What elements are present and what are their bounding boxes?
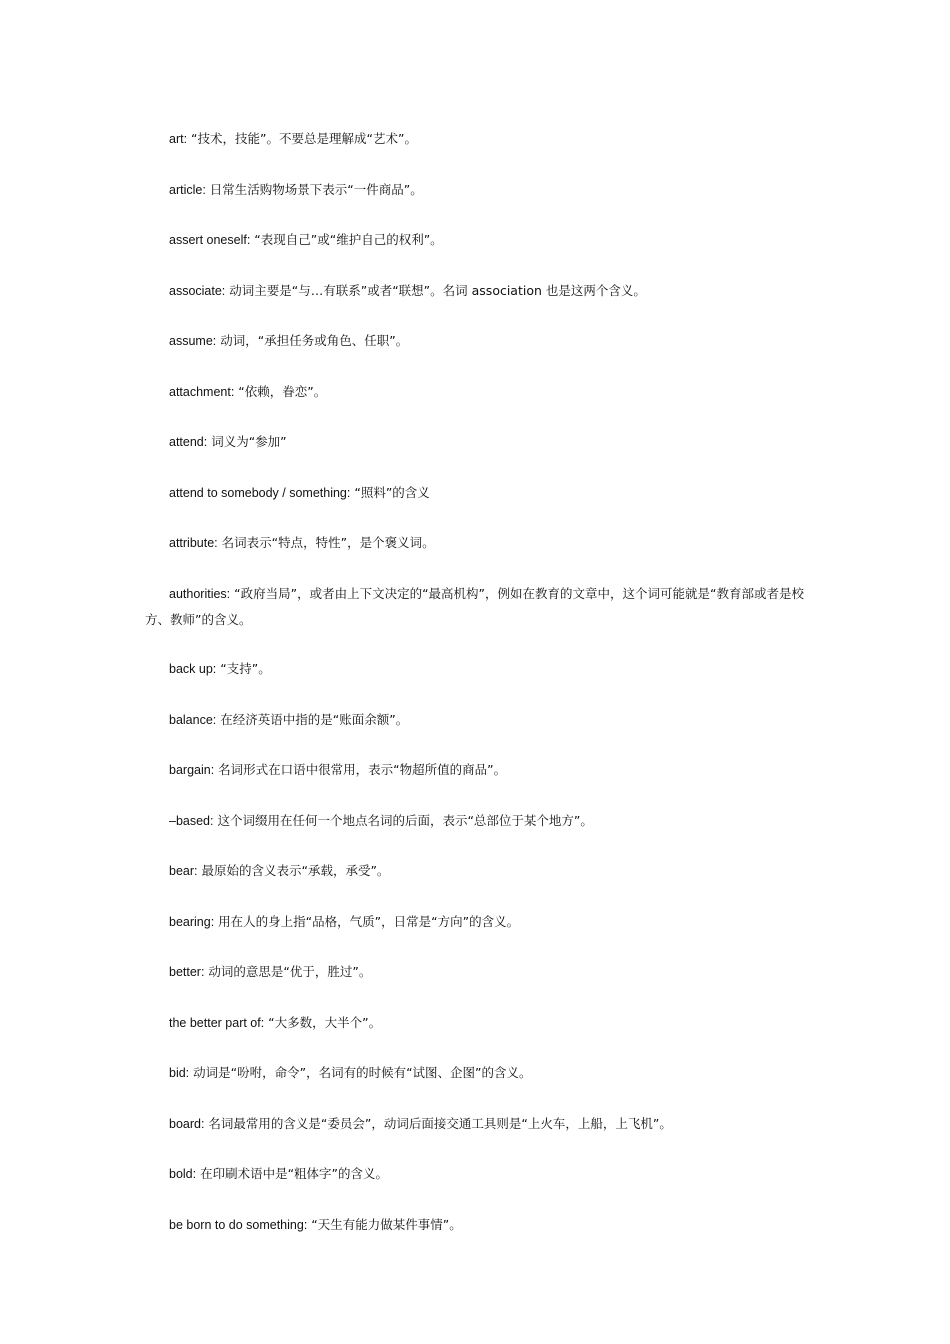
vocab-entry — [145, 959, 810, 985]
vocab-entry — [145, 227, 810, 253]
vocab-term: authorities: — [169, 586, 231, 601]
vocab-definition: 动词的意思是“优于，胜过”。 — [204, 964, 372, 979]
vocab-definition: 名词最常用的含义是“委员会”，动词后面接交通工具则是“上火车，上船，上飞机”。 — [204, 1115, 672, 1131]
vocab-term: be born to do something: — [169, 1217, 308, 1232]
vocab-entry — [145, 858, 810, 884]
vocab-term: bear: — [169, 864, 198, 878]
vocab-entry — [145, 379, 810, 405]
vocab-term: the better part of: — [169, 1015, 265, 1030]
vocab-term: assert oneself: — [169, 233, 251, 247]
vocab-entry — [145, 1212, 810, 1238]
vocab-entry — [145, 278, 810, 304]
vocab-definition: 名词形式在口语中很常用，表示“物超所值的商品”。 — [214, 762, 507, 777]
vocab-entry — [145, 757, 810, 783]
vocab-term: board: — [169, 1116, 205, 1131]
vocab-term: article: — [169, 182, 206, 197]
vocab-definition: “政府当局”，或者由上下文决定的“最高机构”，例如在教育的文章中，这个词可能就是“教育部或者是校方、教师”的含义。 — [145, 585, 805, 627]
vocab-definition: 在经济英语中指的是“账面余额”。 — [216, 711, 409, 727]
vocab-term: bid: — [169, 1066, 190, 1080]
vocab-entry — [145, 1010, 810, 1036]
vocab-term: assume: — [169, 334, 217, 348]
vocab-term: better: — [169, 965, 205, 979]
vocab-definition: “天生有能力做某件事情”。 — [307, 1216, 462, 1232]
vocab-entry — [145, 177, 810, 203]
vocabulary-list — [145, 126, 810, 1262]
vocab-definition: 名词表示“特点，特性”，是个褒义词。 — [217, 535, 435, 550]
vocab-definition: 动词，“承担任务或角色、任职”。 — [216, 333, 409, 348]
vocab-definition: “技术，技能”。不要总是理解成“艺术”。 — [187, 131, 417, 146]
vocab-definition: 最原始的含义表示“承载，承受”。 — [197, 863, 390, 878]
vocab-definition: 在印刷术语中是“粗体字”的含义。 — [196, 1166, 389, 1181]
vocab-entry — [145, 656, 810, 682]
vocab-definition: 用在人的身上指“品格，气质”，日常是“方向”的含义。 — [214, 913, 520, 929]
vocab-definition: “照料”的含义 — [350, 484, 430, 500]
vocab-definition: “支持”。 — [216, 661, 271, 676]
vocab-entry — [145, 581, 810, 632]
vocab-term: back up: — [169, 662, 217, 676]
vocab-entry — [145, 808, 810, 834]
vocab-term: –based: — [169, 813, 214, 828]
vocab-entry — [145, 1060, 810, 1086]
vocab-term: associate: — [169, 283, 226, 298]
vocab-term: bold: — [169, 1167, 197, 1181]
vocab-definition: “大多数，大半个”。 — [264, 1014, 382, 1030]
vocab-definition: 词义为“参加” — [207, 434, 287, 449]
vocab-entry — [145, 530, 810, 556]
vocab-term: balance: — [169, 712, 217, 727]
vocab-term: attribute: — [169, 536, 218, 550]
vocab-definition: 日常生活购物场景下表示“一件商品”。 — [205, 181, 423, 197]
vocab-entry — [145, 429, 810, 455]
vocab-term: attachment: — [169, 384, 235, 399]
vocab-term: bargain: — [169, 763, 215, 777]
vocab-entry — [145, 1161, 810, 1187]
vocab-entry — [145, 328, 810, 354]
vocab-term: art: — [169, 132, 188, 146]
vocab-definition: 这个词缀用在任何一个地点名词的后面，表示“总部位于某个地方”。 — [213, 812, 593, 828]
vocab-entry — [145, 909, 810, 935]
vocab-entry — [145, 707, 810, 733]
vocab-term: attend: — [169, 435, 208, 449]
vocab-entry — [145, 126, 810, 152]
vocab-definition: “表现自己”或“维护自己的权利”。 — [250, 232, 443, 247]
vocab-definition: 动词主要是“与…有联系”或者“联想”。名词 association 也是这两个含义。 — [225, 282, 646, 298]
vocab-entry — [145, 480, 810, 506]
vocab-term: bearing: — [169, 914, 215, 929]
vocab-definition: “依赖，眷恋”。 — [234, 383, 327, 399]
vocab-term: attend to somebody / something: — [169, 485, 351, 500]
vocab-entry — [145, 1111, 810, 1137]
vocab-definition: 动词是“吩咐，命令”，名词有的时候有“试图、企图”的含义。 — [189, 1065, 532, 1080]
